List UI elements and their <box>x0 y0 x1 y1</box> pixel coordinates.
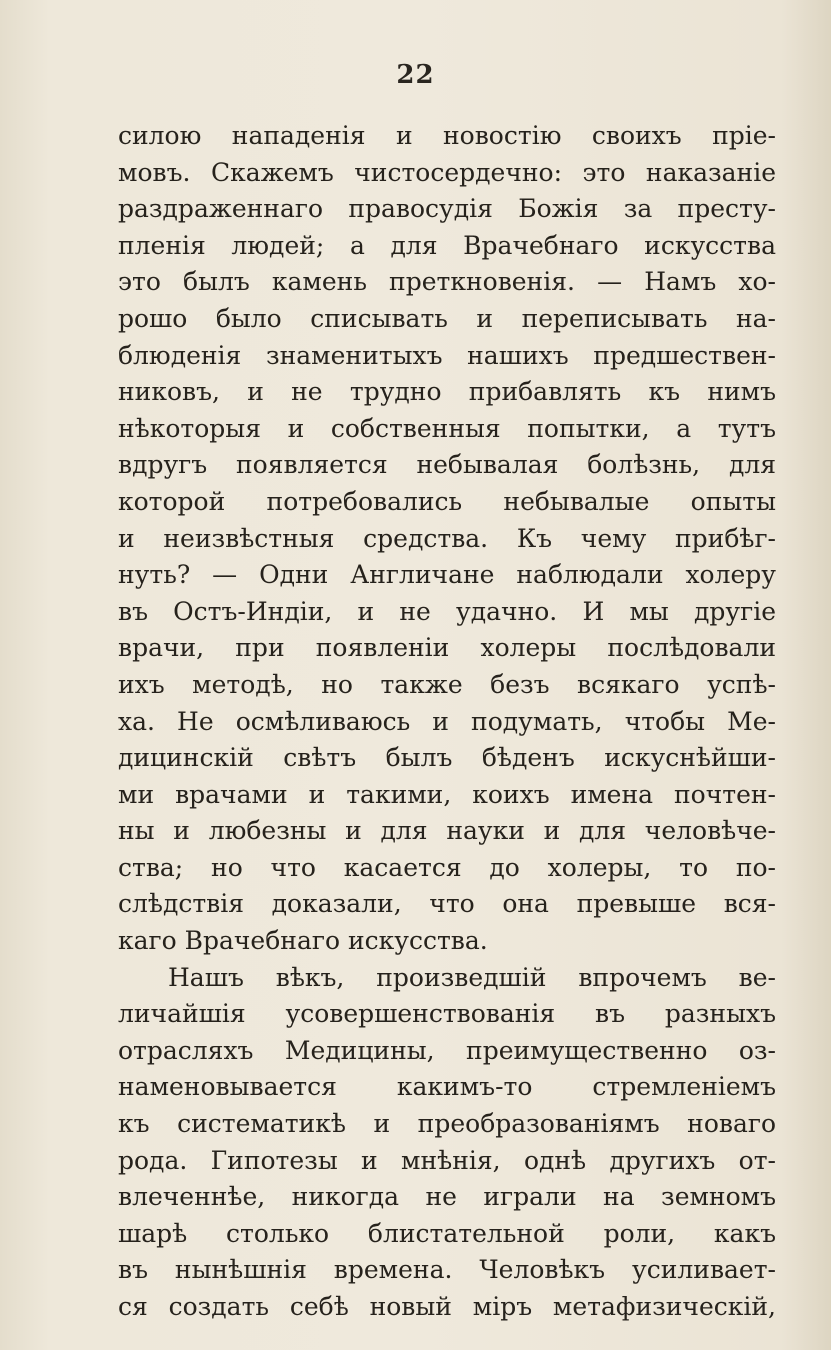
text-line: это былъ камень преткновенія. — Намъ хо- <box>118 267 776 297</box>
text-line: рода. Гипотезы и мнѣнія, однѣ другихъ от- <box>118 1145 776 1175</box>
text-line: слѣдствія доказали, что она превыше вся- <box>118 889 776 919</box>
text-line: шарѣ столько блистательной роли, какъ <box>118 1218 776 1248</box>
text-line: мовъ. Скажемъ чистосердечно: это наказаніе <box>118 157 776 187</box>
text-line: ха. Не осмѣливаюсь и подумать, чтобы Ме- <box>118 706 776 736</box>
text-line: въ Остъ-Индіи, и не удачно. И мы другіе <box>118 596 776 626</box>
text-line: нуть? — Одни Англичане наблюдали холеру <box>118 560 776 590</box>
text-line: силою нападенія и новостію своихъ пріе- <box>118 121 776 150</box>
text-line: раздраженнаго правосудія Божія за престу- <box>118 194 776 224</box>
text-line: пленія людей; а для Врачебнаго искусства <box>118 230 776 260</box>
text-line: врачи, при появленіи холеры послѣдовали <box>118 633 776 663</box>
text-line: и неизвѣстныя средства. Къ чему прибѣг- <box>118 523 776 553</box>
text-line: ми врачами и такими, коихъ имена почтен- <box>118 779 776 809</box>
text-line: наменовывается какимъ-то стремленіемъ <box>118 1072 776 1102</box>
body-text <box>118 118 776 1326</box>
text-line: въ нынѣшнія времена. Человѣкъ усиливает- <box>118 1255 776 1285</box>
text-line: къ систематикѣ и преобразованіямъ новаго <box>118 1109 776 1139</box>
text-line: вдругъ появляется небывалая болѣзнь, для <box>118 450 776 480</box>
text-line: нѣкоторыя и собственныя попытки, а тутъ <box>118 413 776 443</box>
paragraph-start-line: Нашъ вѣкъ, произведшій впрочемъ ве- <box>168 962 776 992</box>
text-line: отрасляхъ Медицины, преимущественно оз- <box>118 1035 776 1065</box>
text-line: ихъ методѣ, но также безъ всякаго успѣ- <box>118 669 776 699</box>
text-line: ства; но что касается до холеры, то по- <box>118 852 776 882</box>
text-line: блюденія знаменитыхъ нашихъ предшествен- <box>118 340 776 370</box>
text-line: которой потребовались небывалые опыты <box>118 486 776 516</box>
text-line: дицинскій свѣтъ былъ бѣденъ искуснѣйши- <box>118 743 776 773</box>
text-line: рошо было списывать и переписывать на- <box>118 303 776 333</box>
text-line: ся создать себѣ новый міръ метафизическій, <box>118 1292 776 1321</box>
text-line: влеченнѣе, никогда не играли на земномъ <box>118 1182 776 1212</box>
paragraph-end-line: каго Врачебнаго искусства. <box>118 926 488 956</box>
text-line: личайшія усовершенствованія въ разныхъ <box>118 999 776 1029</box>
page-number: 22 <box>396 60 435 90</box>
text-line: ны и любезны и для науки и для человѣче- <box>118 816 776 846</box>
text-line: никовъ, и не трудно прибавлять къ нимъ <box>118 377 776 407</box>
